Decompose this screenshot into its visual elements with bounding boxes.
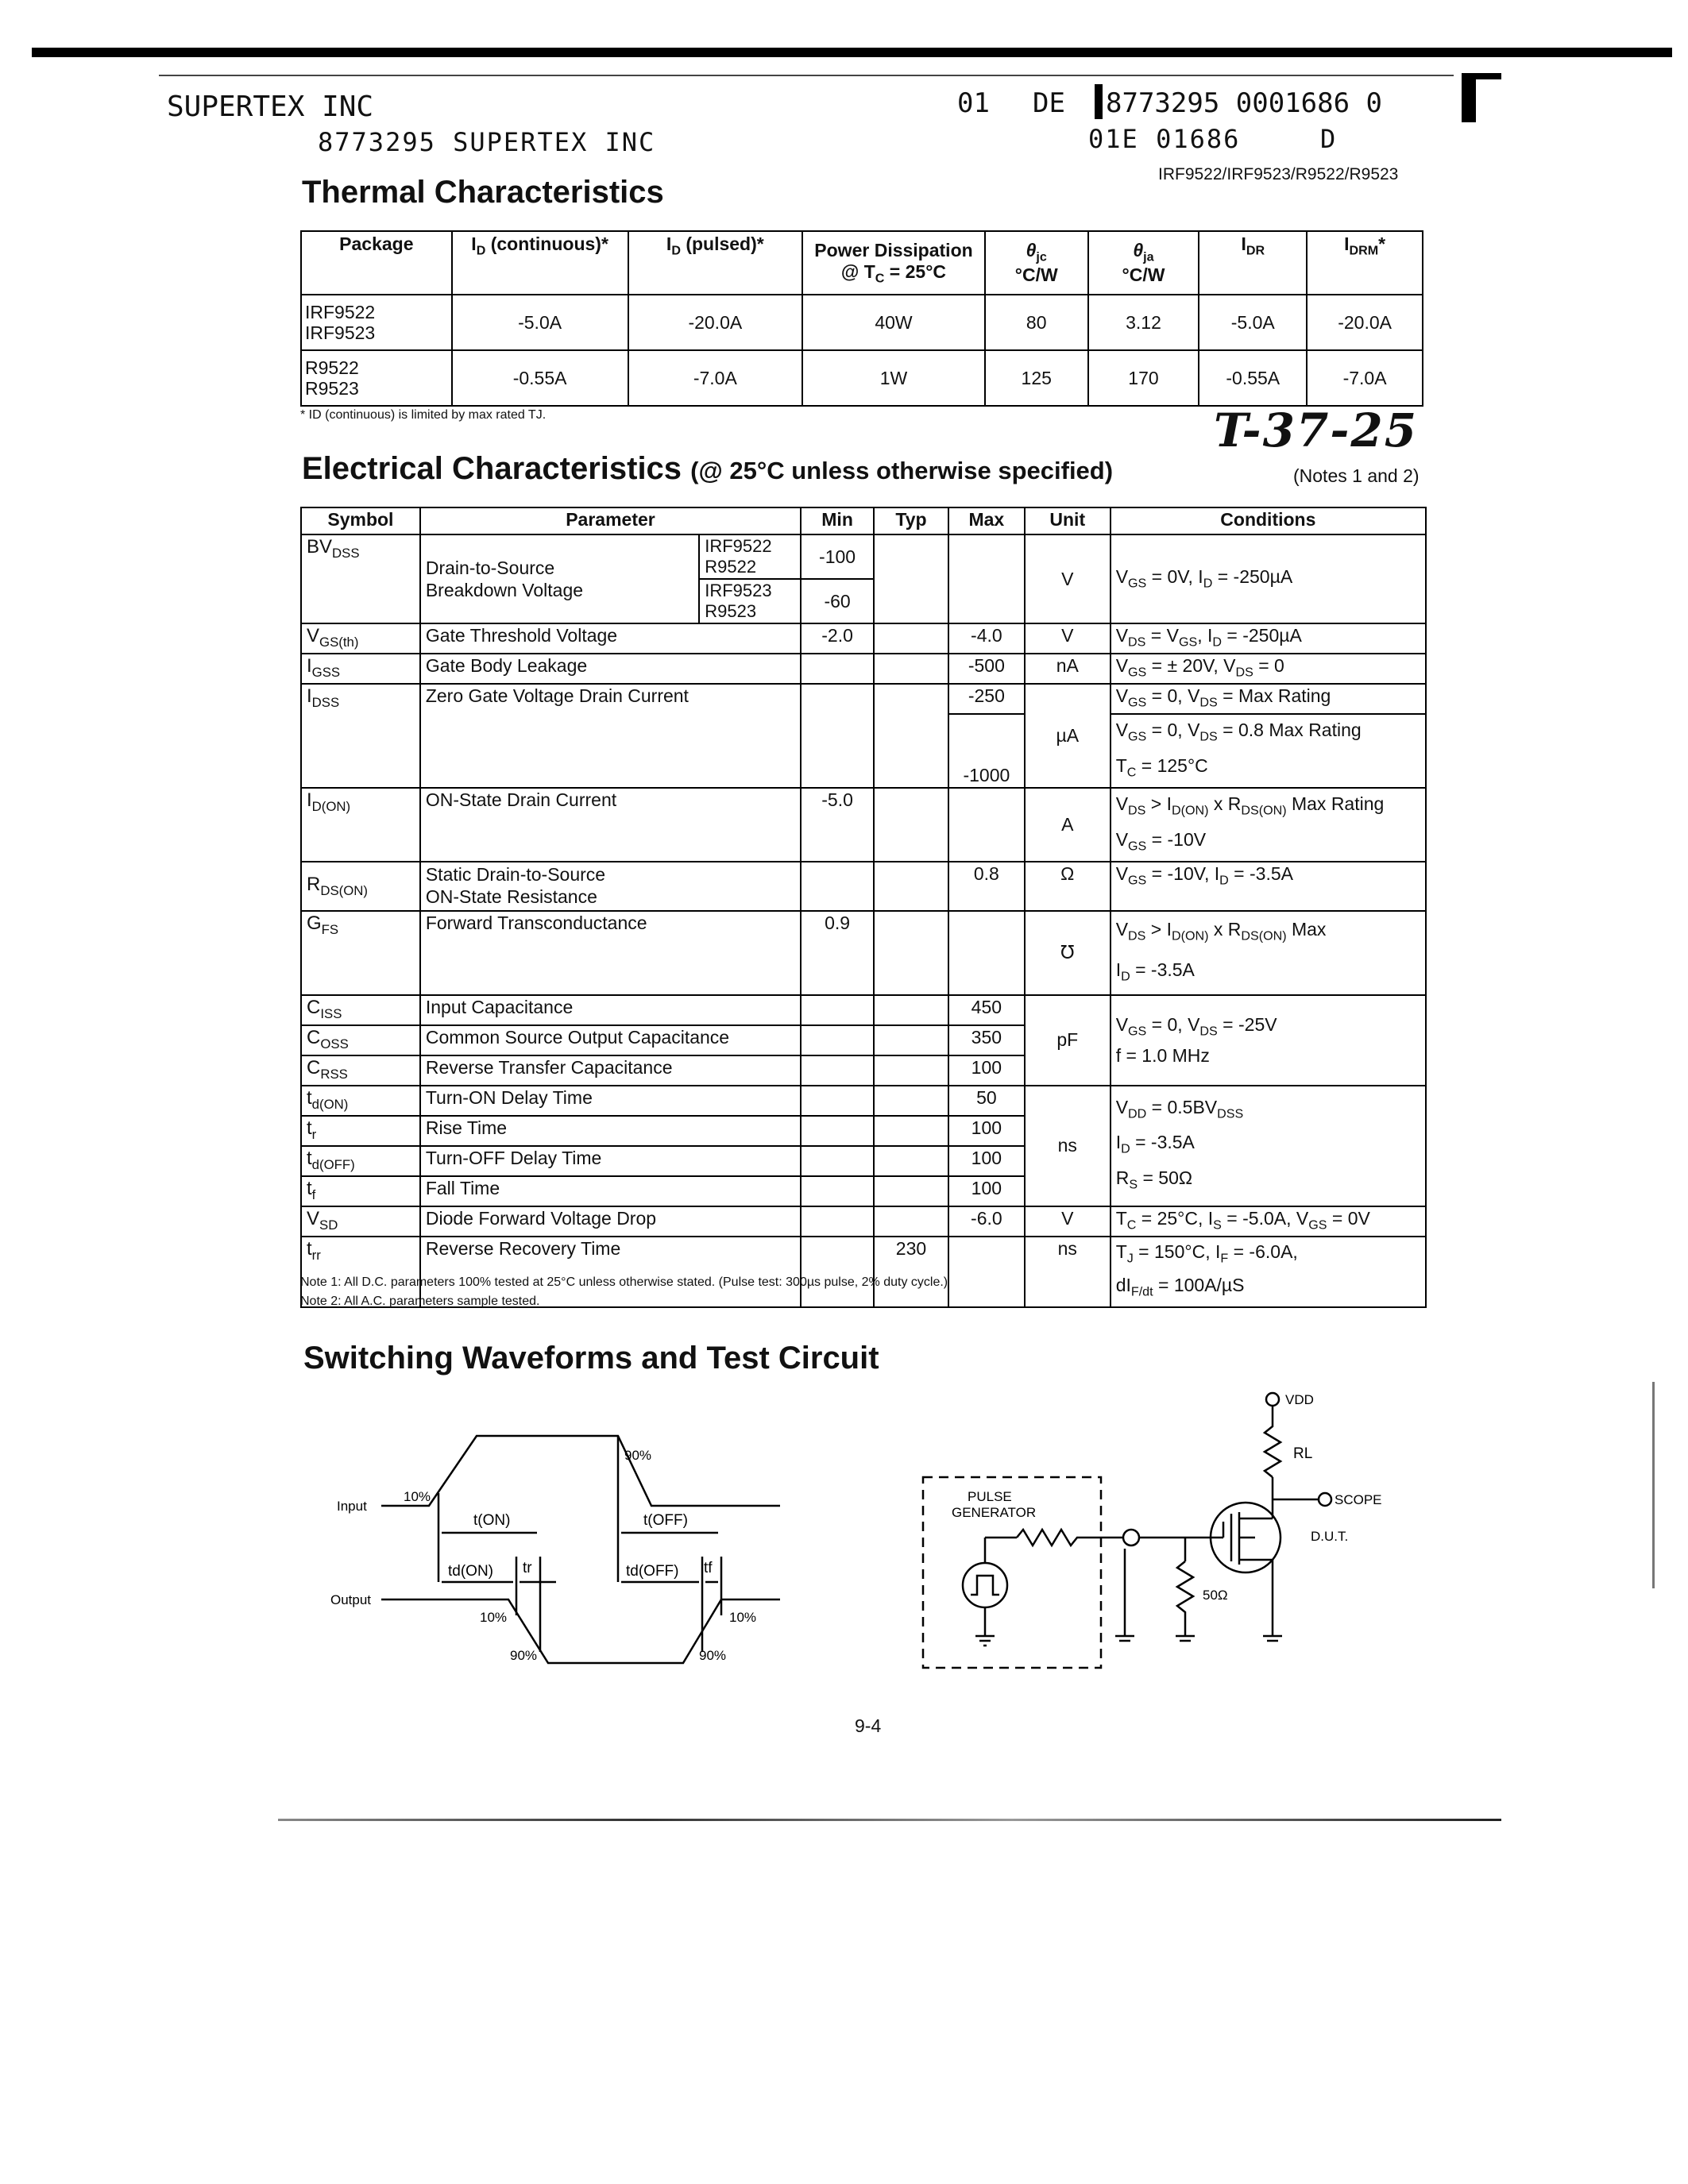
sym-id-on: $I_{D(ON)}$: [301, 788, 420, 862]
max-tf: 100: [948, 1176, 1025, 1206]
cond-gfs: $V_{DS} > I_{D(ON)}$ x $R_{DS(ON)}$ Max $I_D = -3.5A$: [1111, 911, 1426, 994]
td-off-label: td(OFF): [626, 1563, 679, 1580]
max-crss: 100: [948, 1055, 1025, 1086]
sym-gfs: $G_{FS}$: [301, 911, 420, 994]
param-igss: Gate Body Leakage: [420, 654, 801, 684]
col-unit: Unit: [1025, 507, 1111, 534]
thermal-row: [301, 295, 1423, 350]
col-conditions: Conditions: [1111, 507, 1426, 534]
thermal-title: Thermal Characteristics: [302, 175, 664, 210]
r50-label: 50Ω: [1203, 1588, 1228, 1603]
param-vgs-th: Gate Threshold Voltage: [420, 623, 801, 654]
input-90pct: 90%: [624, 1448, 652, 1463]
col-theta-ja: $\theta_{ja}$ °C/W: [1088, 231, 1199, 295]
max-idss-1: -250: [948, 684, 1025, 714]
handwritten-code: T-37-25: [1214, 403, 1419, 457]
part-numbers: IRF9522/IRF9523/R9522/R9523: [1158, 165, 1399, 183]
row-gfs: [301, 911, 1426, 994]
max-vgs-th: -4.0: [948, 623, 1025, 654]
input-10pct: 10%: [404, 1489, 431, 1504]
resistor-50-ohm: [1177, 1561, 1193, 1636]
min-id-on: -5.0: [801, 788, 874, 862]
param-tf: Fall Time: [420, 1176, 801, 1206]
cond-cap: $V_{GS} = 0$, $V_{DS} = -25V$ f = 1.0 MHz: [1111, 995, 1426, 1086]
header-black-bar: [1462, 73, 1476, 122]
param-gfs: Forward Transconductance: [420, 911, 801, 994]
output-label: Output: [330, 1592, 372, 1607]
sym-tr: $t_r$: [301, 1116, 420, 1146]
max-coss: 350: [948, 1025, 1025, 1055]
tf-label: tf: [704, 1560, 713, 1576]
electrical-title: [302, 451, 1113, 487]
vdd-terminal: [1266, 1393, 1279, 1406]
max-igss: -500: [948, 654, 1025, 684]
unit-cap: pF: [1025, 995, 1111, 1086]
param-coss: Common Source Output Capacitance: [420, 1025, 801, 1055]
page-number: 9-4: [855, 1715, 882, 1736]
sym-coss: $C_{OSS}$: [301, 1025, 420, 1055]
cond-igss: $V_{GS}$ = ± 20V, $V_{DS} = 0$: [1111, 654, 1426, 684]
sym-td-off: $t_{d(OFF)}$: [301, 1146, 420, 1176]
cell-id-cont: -0.55A: [452, 350, 628, 406]
electrical-table: [300, 507, 1427, 1308]
cell-theta-jc: 125: [985, 350, 1088, 406]
param-bvdss: Drain-to-Source Breakdown Voltage: [420, 534, 699, 623]
sym-vsd: $V_{SD}$: [301, 1206, 420, 1237]
device-irf9522: IRF9522 R9522: [699, 534, 801, 579]
input-label: Input: [337, 1499, 367, 1514]
cond-cap-freq: f = 1.0 MHz: [1115, 1044, 1210, 1066]
max-rds-on: 0.8: [948, 862, 1025, 911]
cond-id-on: $V_{DS} > I_{D(ON)}$ x $R_{DS(ON)}$ Max Rating $V_{GS} = -10V$: [1111, 788, 1426, 862]
unit-igss: nA: [1025, 654, 1111, 684]
cond-sw: $V_{DD} = 0.5BV_{DSS}$ $I_D = -3.5A$ $R_S = 50\Omega$: [1111, 1086, 1426, 1206]
cell-id-cont: -5.0A: [452, 295, 628, 350]
param-id-on: ON-State Drain Current: [420, 788, 801, 862]
cell-id-pulsed: -20.0A: [628, 295, 803, 350]
cond-vsd: $T_C = 25^\circ C$, $I_S = -5.0A$, $V_{GS} = 0V$: [1111, 1206, 1426, 1237]
right-scan-edge: [1652, 1382, 1655, 1588]
unit-sw: ns: [1025, 1086, 1111, 1206]
max-idss-2: -1000: [948, 714, 1025, 788]
input-waveform: [381, 1436, 780, 1506]
row-bvdss: [301, 534, 1426, 579]
note-1: Note 1: All D.C. parameters 100% tested at 25°C unless otherwise stated. (Pulse test: 300µs pulse, 2% duty cycle.): [300, 1275, 948, 1289]
col-theta-jc: $\theta_{jc}$ °C/W: [985, 231, 1088, 295]
header-black-mark: [1095, 84, 1103, 119]
header-black-bar-top: [1462, 73, 1501, 79]
scope-terminal: [1319, 1493, 1331, 1506]
row-ciss: [301, 995, 1426, 1025]
dut-label: D.U.T.: [1311, 1529, 1349, 1544]
row-id-on: [301, 788, 1426, 862]
thermal-footnote: * ID (continuous) is limited by max rated TJ.: [300, 408, 547, 422]
param-rds-on: Static Drain-to-Source ON-State Resistance: [420, 862, 801, 911]
switching-waveforms: [318, 1414, 794, 1684]
min-gfs: 0.9: [801, 911, 874, 994]
cell-pd: 40W: [802, 295, 985, 350]
param-crss: Reverse Transfer Capacitance: [420, 1055, 801, 1086]
series-resistor: [1017, 1530, 1123, 1545]
cell-package: IRF9522 IRF9523: [301, 295, 452, 350]
col-idr: $I_{DR}$: [1199, 231, 1307, 295]
t-on-label: t(ON): [473, 1512, 511, 1529]
note-2: Note 2: All A.C. parameters sample tested.: [300, 1295, 540, 1308]
switching-title: Switching Waveforms and Test Circuit: [303, 1341, 879, 1376]
row-vsd: [301, 1206, 1426, 1237]
sym-idss: $I_{DSS}$: [301, 684, 420, 788]
header-code-d: D: [1320, 124, 1336, 154]
code-line: 8773295 SUPERTEX INC: [318, 127, 656, 157]
unit-id-on: A: [1025, 788, 1111, 862]
company-name: SUPERTEX INC: [167, 91, 374, 123]
row-vgs-th: [301, 623, 1426, 654]
header-code-main: 8773295 0001686 0: [1106, 87, 1382, 119]
sym-crss: $C_{RSS}$: [301, 1055, 420, 1086]
col-parameter: Parameter: [420, 507, 801, 534]
electrical-title-main: Electrical Characteristics: [302, 451, 682, 486]
cell-theta-jc: 80: [985, 295, 1088, 350]
unit-vgs-th: V: [1025, 623, 1111, 654]
cell-pd: 1W: [802, 350, 985, 406]
output-10pct-left: 10%: [480, 1610, 508, 1625]
col-typ: Typ: [874, 507, 948, 534]
tr-label: tr: [523, 1560, 532, 1576]
cond-vgs-th: $V_{DS} = V_{GS}$, $I_D = -250\mu A$: [1111, 623, 1426, 654]
thermal-row: [301, 350, 1423, 406]
t-off-label: t(OFF): [643, 1512, 688, 1529]
cond-idss-1: $V_{GS} = 0$, $V_{DS}$ = Max Rating: [1111, 684, 1426, 714]
param-idss: Zero Gate Voltage Drain Current: [420, 684, 801, 788]
unit-bvdss: V: [1025, 534, 1111, 623]
row-igss: [301, 654, 1426, 684]
cond-idss-2: $V_{GS} = 0$, $V_{DS} = 0.8$ Max Rating $T_C = 125^\circ C$: [1111, 714, 1426, 788]
sym-trr: $t_{rr}$: [301, 1237, 420, 1307]
cell-theta-ja: 3.12: [1088, 295, 1199, 350]
max-ciss: 450: [948, 995, 1025, 1025]
cell-idrm: -7.0A: [1307, 350, 1423, 406]
cell-idr: -0.55A: [1199, 350, 1307, 406]
rl-label: RL: [1293, 1445, 1313, 1462]
max-tr: 100: [948, 1116, 1025, 1146]
thermal-table: [300, 230, 1423, 407]
sym-rds-on: $R_{DS(ON)}$: [301, 862, 420, 911]
param-trr: Reverse Recovery Time: [420, 1237, 801, 1307]
sym-bvdss: $BV_{DSS}$: [301, 534, 420, 623]
col-id-continuous: $I_D$ (continuous)*: [452, 231, 628, 295]
header-code-01: 01: [957, 87, 990, 119]
sym-ciss: $C_{ISS}$: [301, 995, 420, 1025]
output-10pct-right: 10%: [729, 1610, 757, 1625]
col-power-dissipation: Power Dissipation @ $T_C = 25^\circ C$: [802, 231, 985, 295]
param-td-on: Turn-ON Delay Time: [420, 1086, 801, 1116]
electrical-subtitle: (@ 25°C unless otherwise specified): [690, 457, 1114, 484]
cell-package: R9522 R9523: [301, 350, 452, 406]
row-rds-on: [301, 862, 1426, 911]
cond-bvdss: $V_{GS} = 0V$, $I_D = -250\mu A$: [1111, 534, 1426, 623]
cell-id-pulsed: -7.0A: [628, 350, 803, 406]
col-symbol: Symbol: [301, 507, 420, 534]
unit-trr: ns: [1025, 1237, 1111, 1307]
max-td-off: 100: [948, 1146, 1025, 1176]
header-rule: [159, 75, 1454, 76]
cond-rds-on: $V_{GS} = -10V$, $I_D = -3.5A$: [1111, 862, 1426, 911]
device-irf9523: IRF9523 R9523: [699, 579, 801, 623]
col-min: Min: [801, 507, 874, 534]
row-td-on: [301, 1086, 1426, 1116]
load-resistor: [1265, 1406, 1280, 1477]
header-code-01e: 01E 01686: [1088, 124, 1241, 154]
min-bvdss-1: -100: [801, 534, 874, 579]
output-90pct-left: 90%: [510, 1648, 538, 1663]
row-idss: [301, 684, 1426, 714]
sym-td-on: $t_{d(ON)}$: [301, 1086, 420, 1116]
sym-igss: $I_{GSS}$: [301, 654, 420, 684]
unit-idss: µA: [1025, 684, 1111, 788]
max-td-on: 50: [948, 1086, 1025, 1116]
top-rule: [32, 48, 1672, 57]
col-max: Max: [948, 507, 1025, 534]
col-id-pulsed: $I_D$ (pulsed)*: [628, 231, 803, 295]
pulse-symbol: [971, 1576, 999, 1595]
min-vgs-th: -2.0: [801, 623, 874, 654]
notes-ref: (Notes 1 and 2): [1293, 465, 1420, 486]
pulse-generator-label-2: GENERATOR: [952, 1505, 1037, 1520]
pulse-source-icon: [963, 1563, 1007, 1607]
pulse-generator-label: PULSE: [968, 1489, 1012, 1504]
unit-vsd: V: [1025, 1206, 1111, 1237]
sym-tf: $t_f$: [301, 1176, 420, 1206]
unit-gfs: ℧: [1025, 911, 1111, 994]
max-vsd: -6.0: [948, 1206, 1025, 1237]
col-idrm: $I_{DRM}*$: [1307, 231, 1423, 295]
col-package: Package: [301, 231, 452, 295]
test-circuit: [914, 1382, 1422, 1684]
output-node: [1123, 1530, 1139, 1545]
header-code-de: DE: [1033, 87, 1065, 119]
min-bvdss-2: -60: [801, 579, 874, 623]
typ-trr: 230: [874, 1237, 948, 1307]
bottom-rule: [278, 1819, 1501, 1821]
param-ciss: Input Capacitance: [420, 995, 801, 1025]
cell-theta-ja: 170: [1088, 350, 1199, 406]
unit-rds-on: Ω: [1025, 862, 1111, 911]
scope-label: SCOPE: [1335, 1492, 1382, 1507]
param-tr: Rise Time: [420, 1116, 801, 1146]
td-on-label: td(ON): [448, 1563, 493, 1580]
cell-idrm: -20.0A: [1307, 295, 1423, 350]
vdd-label: VDD: [1285, 1392, 1314, 1407]
output-90pct-right: 90%: [699, 1648, 727, 1663]
param-vsd: Diode Forward Voltage Drop: [420, 1206, 801, 1237]
cond-trr: $T_J = 150^\circ C$, $I_F = -6.0A$, $dI_{F/dt} = 100A/\mu S$: [1111, 1237, 1426, 1307]
cell-idr: -5.0A: [1199, 295, 1307, 350]
param-td-off: Turn-OFF Delay Time: [420, 1146, 801, 1176]
sym-vgs-th: $V_{GS(th)}$: [301, 623, 420, 654]
